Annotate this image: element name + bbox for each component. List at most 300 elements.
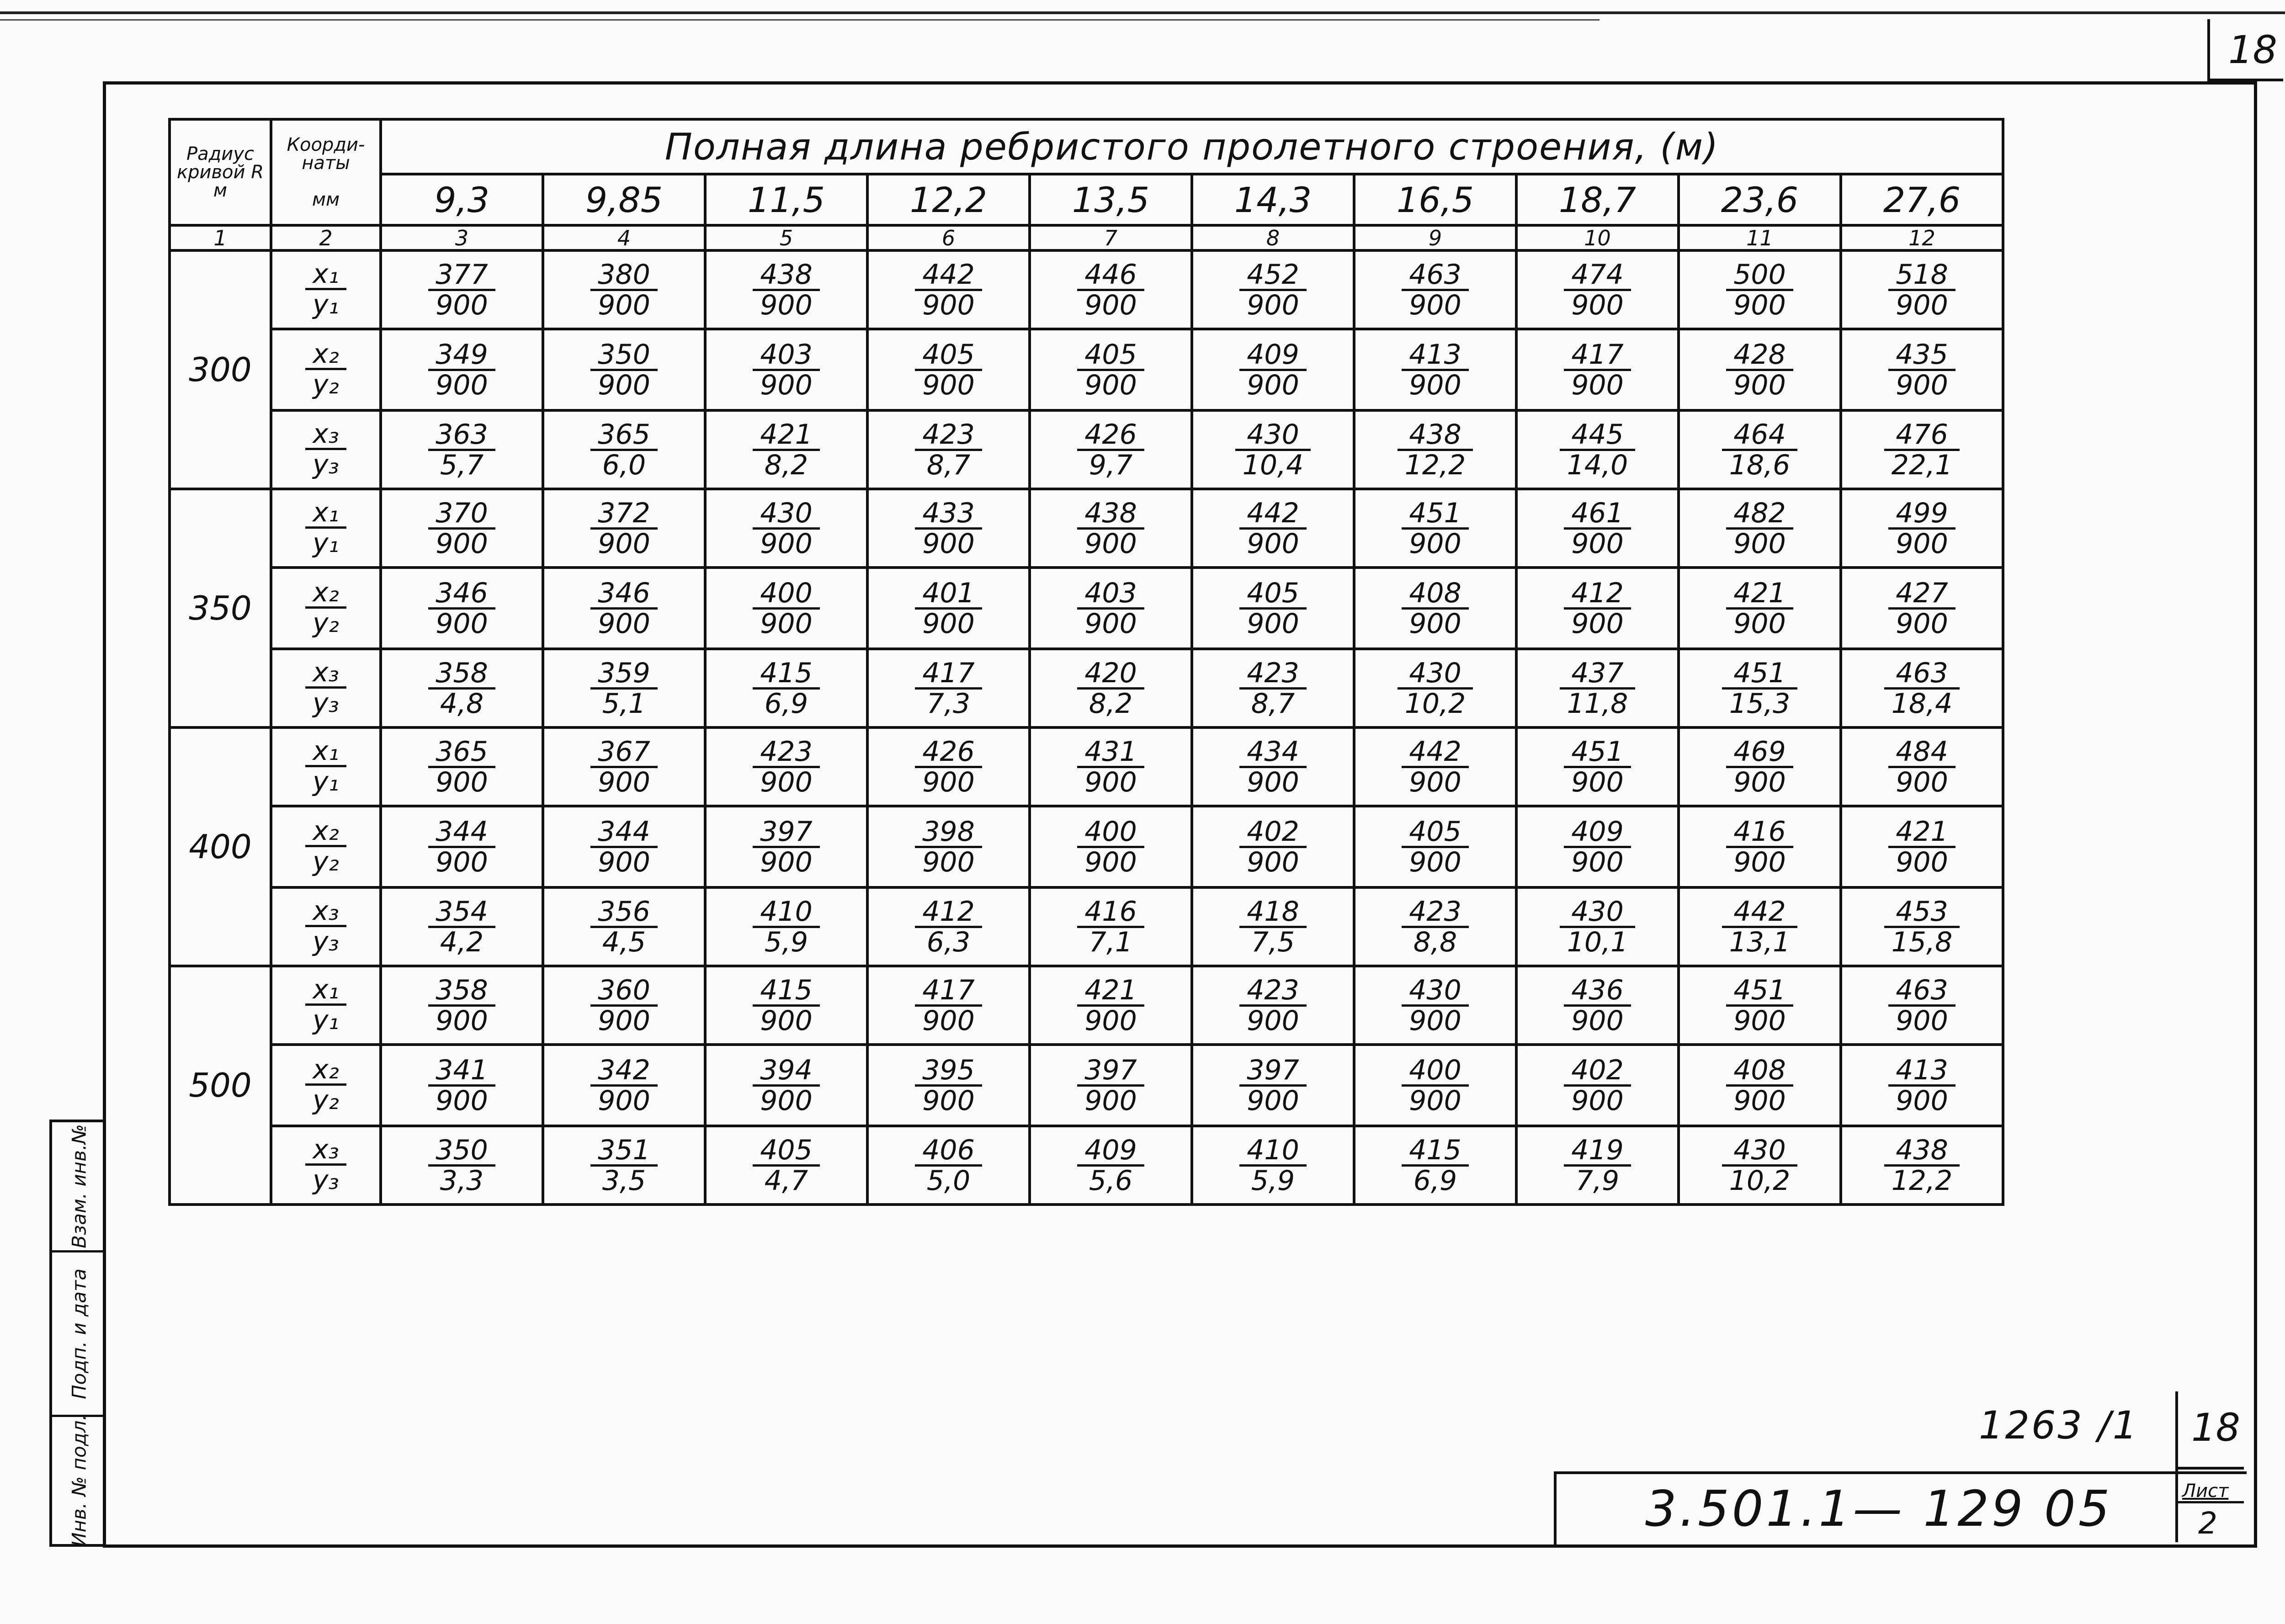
coordinate-x: x₂ [305, 817, 346, 847]
value-fraction [428, 1136, 495, 1195]
value-y: 900 [1733, 1084, 1786, 1117]
value-x: 403 [1077, 579, 1144, 610]
value-cell [1030, 649, 1192, 727]
value-y: 900 [1084, 607, 1137, 640]
value-fraction [753, 499, 820, 558]
value-x: 438 [1398, 420, 1473, 451]
value-fraction [1402, 976, 1469, 1035]
value-fraction [915, 735, 982, 798]
value-cell [381, 489, 543, 568]
value-cell [705, 966, 867, 1045]
value-x: 344 [428, 817, 495, 848]
value-cell [1354, 887, 1516, 966]
value-fraction [1888, 499, 1956, 558]
value-y: 8,8 [1413, 926, 1457, 958]
value-y: 900 [436, 846, 488, 878]
column-number: 6 [867, 225, 1030, 250]
value-y: 900 [1733, 1004, 1786, 1037]
value-y: 900 [1896, 527, 1948, 560]
value-cell [1841, 1126, 2003, 1205]
value-y: 900 [436, 1084, 488, 1117]
value-x: 413 [1402, 340, 1469, 371]
coordinate-y: y₃ [313, 449, 339, 480]
value-cell [381, 1126, 543, 1205]
value-x: 380 [590, 260, 658, 291]
coordinate-y: y₃ [313, 926, 339, 957]
value-fraction [753, 897, 820, 956]
length-header: 23,6 [1679, 174, 1841, 225]
value-x: 417 [915, 659, 982, 690]
value-y: 22,1 [1891, 449, 1953, 481]
value-x: 412 [915, 897, 982, 928]
value-y: 12,2 [1404, 449, 1466, 481]
value-fraction [1402, 897, 1469, 956]
value-y: 900 [1084, 1004, 1137, 1037]
value-cell [543, 806, 705, 887]
value-y: 4,2 [440, 926, 484, 958]
value-cell [867, 1045, 1030, 1126]
value-fraction [1726, 976, 1793, 1035]
value-fraction [1077, 1056, 1144, 1115]
value-fraction [1398, 659, 1473, 718]
value-y: 5,1 [602, 687, 646, 720]
value-fraction [1564, 735, 1631, 798]
value-y: 900 [1084, 369, 1137, 401]
value-x: 400 [1077, 817, 1144, 848]
value-y: 900 [436, 1004, 488, 1037]
value-fraction [428, 260, 495, 319]
value-y: 900 [1409, 369, 1461, 401]
sheet-number-top: 18 [2191, 1405, 2240, 1450]
value-fraction [753, 817, 820, 876]
value-x: 341 [428, 1056, 495, 1087]
value-fraction [915, 817, 982, 876]
coordinate-y: y₁ [313, 527, 339, 558]
value-y: 6,9 [1413, 1164, 1457, 1197]
coordinate-y: y₂ [313, 369, 339, 400]
value-fraction [1888, 260, 1956, 319]
value-x: 430 [753, 499, 820, 530]
value-cell [1354, 727, 1516, 806]
coordinate-x: x₂ [305, 340, 346, 370]
value-cell [1679, 489, 1841, 568]
value-fraction [1722, 420, 1798, 479]
value-cell [705, 329, 867, 410]
value-y: 5,0 [926, 1164, 971, 1197]
value-y: 10,2 [1729, 1164, 1791, 1197]
value-x: 423 [1402, 897, 1469, 928]
coordinate-x: x₁ [305, 498, 346, 529]
top-border-line [0, 11, 2285, 14]
value-x: 484 [1888, 738, 1956, 768]
length-header: 14,3 [1192, 174, 1354, 225]
value-fraction [753, 340, 820, 399]
value-fraction [753, 659, 820, 718]
value-fraction [1077, 1136, 1144, 1195]
value-cell [1841, 489, 2003, 568]
value-x: 417 [915, 976, 982, 1007]
value-fraction [590, 260, 658, 319]
coordinate-x: x₁ [305, 260, 346, 290]
coordinate-label-cell [271, 966, 381, 1045]
value-fraction [1560, 897, 1636, 956]
value-x: 349 [428, 340, 495, 371]
value-fraction [1077, 420, 1144, 479]
value-fraction [1726, 260, 1793, 319]
value-fraction [1077, 735, 1144, 798]
coordinate-y: y₁ [313, 1004, 339, 1035]
value-cell [1354, 329, 1516, 410]
value-x: 430 [1722, 1136, 1798, 1167]
value-y: 11,8 [1567, 687, 1628, 720]
value-fraction [1564, 579, 1631, 638]
value-x: 354 [428, 897, 495, 928]
value-cell [1679, 250, 1841, 329]
value-cell [1679, 887, 1841, 966]
value-y: 900 [598, 846, 650, 878]
value-cell [705, 806, 867, 887]
value-x: 400 [753, 579, 820, 610]
value-cell [1192, 806, 1354, 887]
value-y: 900 [1247, 527, 1299, 560]
value-cell [1354, 1126, 1516, 1205]
value-cell [1516, 1045, 1679, 1126]
value-y: 900 [922, 527, 975, 560]
value-cell [381, 887, 543, 966]
value-fraction [590, 420, 658, 479]
value-cell [1030, 250, 1192, 329]
radius-cell: 400 [170, 727, 271, 966]
value-x: 451 [1726, 976, 1793, 1007]
column-number: 8 [1192, 225, 1354, 250]
value-y: 900 [598, 1084, 650, 1117]
value-cell [1679, 727, 1841, 806]
value-y: 7,9 [1575, 1164, 1620, 1197]
value-fraction [1884, 897, 1960, 956]
page-number-corner [2207, 19, 2283, 81]
value-cell [1030, 1126, 1192, 1205]
value-y: 900 [922, 1004, 975, 1037]
value-fraction [1888, 976, 1956, 1035]
value-y: 15,8 [1891, 926, 1953, 958]
value-y: 900 [1733, 527, 1786, 560]
value-y: 900 [922, 289, 975, 321]
value-x: 426 [915, 738, 982, 768]
value-cell [1030, 329, 1192, 410]
coordinate-y: y₁ [313, 289, 339, 320]
coordinate-fraction [305, 419, 346, 478]
value-y: 900 [436, 527, 488, 560]
value-x: 342 [590, 1056, 658, 1087]
value-cell [867, 329, 1030, 410]
value-fraction [1239, 897, 1307, 956]
value-cell [1030, 806, 1192, 887]
value-x: 405 [1402, 817, 1469, 848]
list-number: 2 [2198, 1506, 2217, 1541]
value-cell [381, 966, 543, 1045]
table-row [170, 1126, 2003, 1205]
coordinate-fraction [305, 897, 346, 955]
value-y: 18,4 [1891, 687, 1953, 720]
value-x: 410 [1239, 1136, 1307, 1167]
value-x: 372 [590, 499, 658, 530]
value-fraction [428, 1056, 495, 1115]
value-fraction [753, 260, 820, 319]
table-row [170, 489, 2003, 568]
value-fraction [1239, 817, 1307, 876]
value-x: 405 [1239, 579, 1307, 610]
coordinate-x: x₁ [305, 737, 346, 767]
value-x: 358 [428, 659, 495, 690]
value-y: 900 [598, 1004, 650, 1037]
coordinate-x: x₁ [305, 975, 346, 1006]
table-row [170, 568, 2003, 649]
value-fraction [753, 976, 820, 1035]
value-y: 8,2 [1089, 687, 1133, 720]
value-cell [543, 887, 705, 966]
value-y: 3,5 [602, 1164, 646, 1197]
top-border-line-secondary [0, 19, 1600, 21]
value-x: 438 [1077, 499, 1144, 530]
value-fraction [1722, 1136, 1798, 1195]
value-y: 900 [1409, 766, 1461, 798]
length-header: 9,85 [543, 174, 705, 225]
value-y: 900 [922, 607, 975, 640]
value-cell [1192, 1045, 1354, 1126]
value-cell [1841, 966, 2003, 1045]
value-cell [1841, 410, 2003, 489]
value-cell [1841, 806, 2003, 887]
value-cell [705, 649, 867, 727]
value-y: 900 [436, 369, 488, 401]
value-y: 9,7 [1089, 449, 1133, 481]
value-y: 900 [1084, 289, 1137, 321]
value-y: 900 [1571, 1004, 1624, 1037]
value-fraction [590, 579, 658, 638]
value-x: 351 [590, 1136, 658, 1167]
value-y: 7,5 [1251, 926, 1295, 958]
side-cell-inv [52, 1414, 106, 1547]
coordinate-x: x₃ [305, 897, 346, 927]
column-number: 10 [1516, 225, 1679, 250]
value-fraction [428, 499, 495, 558]
value-cell [1516, 489, 1679, 568]
value-y: 900 [1733, 607, 1786, 640]
value-y: 900 [1896, 289, 1948, 321]
value-y: 900 [1409, 1004, 1461, 1037]
value-cell [1841, 887, 2003, 966]
value-x: 442 [915, 260, 982, 291]
value-fraction [590, 1136, 658, 1195]
value-x: 402 [1564, 1056, 1631, 1087]
value-fraction [590, 1056, 658, 1115]
value-x: 430 [1560, 897, 1636, 928]
table-row [170, 966, 2003, 1045]
value-y: 900 [1571, 846, 1624, 878]
value-cell [381, 410, 543, 489]
value-x: 423 [915, 420, 982, 451]
value-fraction [1239, 499, 1307, 558]
value-cell [1679, 806, 1841, 887]
value-x: 415 [753, 976, 820, 1007]
value-fraction [915, 260, 982, 319]
value-cell [1192, 727, 1354, 806]
value-y: 900 [1733, 289, 1786, 321]
value-cell [1192, 489, 1354, 568]
value-y: 900 [760, 766, 813, 798]
value-y: 5,6 [1089, 1164, 1133, 1197]
coordinate-label-cell [271, 727, 381, 806]
value-fraction [1888, 735, 1956, 798]
value-fraction [915, 976, 982, 1035]
value-cell [1192, 649, 1354, 727]
value-fraction [590, 659, 658, 718]
value-y: 3,3 [440, 1164, 484, 1197]
value-x: 463 [1888, 976, 1956, 1007]
coordinate-fraction [305, 1135, 346, 1194]
coordinate-label-cell [271, 250, 381, 329]
value-fraction [1884, 659, 1960, 718]
value-cell [1516, 250, 1679, 329]
coordinate-x: x₂ [305, 578, 346, 609]
value-x: 423 [1239, 659, 1307, 690]
value-x: 397 [1077, 1056, 1144, 1087]
value-fraction [428, 659, 495, 718]
value-fraction [428, 579, 495, 638]
value-y: 8,7 [926, 449, 971, 481]
value-x: 409 [1239, 340, 1307, 371]
value-cell [381, 568, 543, 649]
value-x: 433 [915, 499, 982, 530]
value-y: 4,8 [440, 687, 484, 720]
value-cell [1679, 1126, 1841, 1205]
value-fraction [1884, 1136, 1960, 1195]
value-cell [543, 649, 705, 727]
length-header: 13,5 [1030, 174, 1192, 225]
value-cell [1679, 568, 1841, 649]
value-x: 358 [428, 976, 495, 1007]
coordinate-fraction [305, 498, 346, 557]
value-x: 461 [1564, 499, 1631, 530]
value-y: 900 [1084, 1084, 1137, 1117]
value-y: 900 [760, 1084, 813, 1117]
value-cell [1354, 806, 1516, 887]
value-y: 900 [1896, 369, 1948, 401]
value-x: 377 [428, 260, 495, 291]
value-x: 397 [1239, 1056, 1307, 1087]
value-x: 442 [1402, 738, 1469, 768]
value-x: 428 [1726, 340, 1793, 371]
value-x: 442 [1722, 897, 1798, 928]
value-fraction [1077, 579, 1144, 638]
value-cell [1679, 1045, 1841, 1126]
value-fraction [1077, 340, 1144, 399]
length-header: 9,3 [381, 174, 543, 225]
value-x: 469 [1726, 738, 1793, 768]
value-y: 900 [1733, 846, 1786, 878]
value-x: 420 [1077, 659, 1144, 690]
column-number: 11 [1679, 225, 1841, 250]
value-x: 463 [1884, 659, 1960, 690]
value-cell [1354, 250, 1516, 329]
value-cell [867, 649, 1030, 727]
table-row [170, 329, 2003, 410]
coordinate-y: y₂ [313, 846, 339, 877]
value-x: 421 [1726, 579, 1793, 610]
value-y: 900 [760, 846, 813, 878]
side-cell-podp [52, 1252, 106, 1417]
value-cell [1030, 887, 1192, 966]
value-x: 418 [1239, 897, 1307, 928]
value-y: 13,1 [1729, 926, 1791, 958]
table-row [170, 806, 2003, 887]
value-y: 18,6 [1729, 449, 1791, 481]
value-fraction [1888, 817, 1956, 876]
value-x: 356 [590, 897, 658, 928]
value-fraction [428, 976, 495, 1035]
value-fraction [1239, 976, 1307, 1035]
table-row [170, 410, 2003, 489]
value-fraction [428, 420, 495, 479]
value-y: 900 [436, 766, 488, 798]
value-fraction [1884, 420, 1960, 479]
value-x: 398 [915, 817, 982, 848]
value-x: 445 [1560, 420, 1636, 451]
value-fraction [1888, 579, 1956, 638]
value-fraction [428, 897, 495, 956]
value-cell [705, 1045, 867, 1126]
value-fraction [915, 659, 982, 718]
value-fraction [1398, 420, 1473, 479]
sheet-divider [2175, 1467, 2244, 1470]
value-fraction [1239, 260, 1307, 319]
value-x: 405 [1077, 340, 1144, 371]
value-x: 405 [753, 1136, 820, 1167]
value-cell [705, 887, 867, 966]
value-fraction [915, 340, 982, 399]
value-y: 900 [1571, 766, 1624, 798]
side-label-podp: Подп. и дата [68, 1268, 90, 1399]
table-row [170, 887, 2003, 966]
value-y: 900 [1409, 289, 1461, 321]
value-x: 417 [1564, 340, 1631, 371]
value-fraction [1239, 735, 1307, 798]
value-cell [1192, 887, 1354, 966]
value-y: 900 [1084, 527, 1137, 560]
value-x: 421 [1077, 976, 1144, 1007]
value-fraction [1235, 420, 1311, 479]
value-y: 900 [1896, 766, 1948, 798]
value-fraction [590, 897, 658, 956]
value-y: 900 [598, 369, 650, 401]
value-y: 7,1 [1089, 926, 1133, 958]
value-fraction [428, 817, 495, 876]
value-x: 346 [428, 579, 495, 610]
value-y: 900 [760, 1004, 813, 1037]
value-y: 900 [922, 846, 975, 878]
value-y: 900 [598, 289, 650, 321]
value-cell [1679, 329, 1841, 410]
value-cell [543, 489, 705, 568]
column-number: 9 [1354, 225, 1516, 250]
side-label-vzam: Взам. инв.№ [68, 1124, 90, 1248]
value-x: 464 [1722, 420, 1798, 451]
value-y: 5,9 [1251, 1164, 1295, 1197]
value-cell [1354, 1045, 1516, 1126]
value-cell [705, 1126, 867, 1205]
value-y: 900 [1247, 1084, 1299, 1117]
value-y: 900 [922, 369, 975, 401]
